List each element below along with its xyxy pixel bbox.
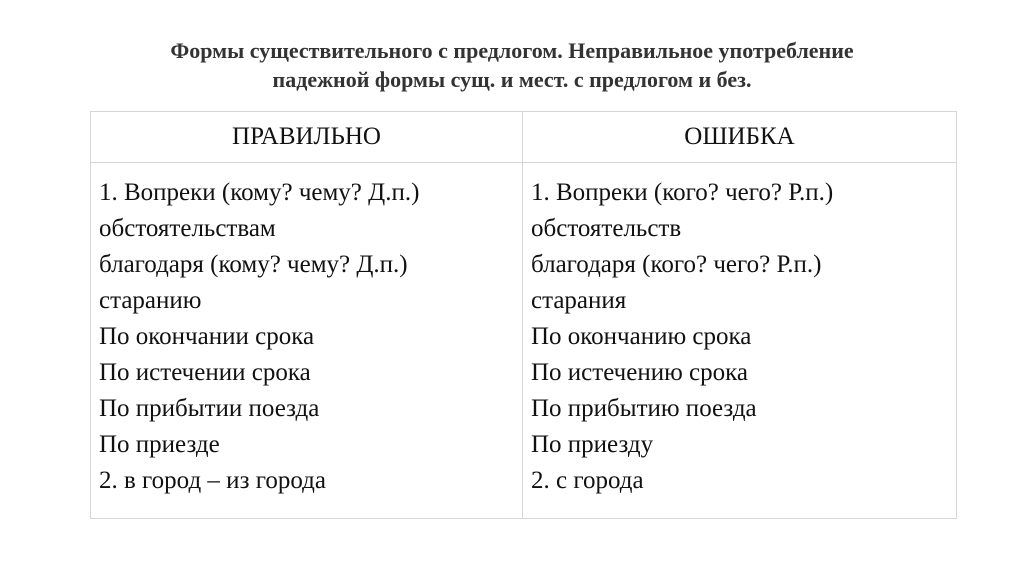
correct-line: 2. в город – из города: [99, 467, 326, 494]
table-header-row: [91, 112, 957, 163]
correct-line: старанию: [99, 287, 202, 314]
slide-title-line-1: Формы существительного с предлогом. Неправильное употребление: [170, 38, 854, 63]
slide-title: [40, 36, 984, 94]
correct-line: По окончании срока: [99, 323, 315, 350]
error-column: [523, 163, 957, 519]
correct-line: благодаря (кому? чему? Д.п.): [99, 251, 408, 278]
correct-line: По истечении срока: [99, 359, 311, 386]
slide-title-line-2: падежной формы сущ. и мест. с предлогом и без.: [272, 67, 752, 92]
table-body-row: [91, 163, 957, 519]
correct-line: По приезде: [99, 431, 220, 458]
error-line: старания: [531, 287, 627, 314]
correct-line: обстоятельствам: [99, 215, 276, 242]
header-correct: ПРАВИЛЬНО: [91, 112, 523, 163]
header-error: ОШИБКА: [523, 112, 957, 163]
error-line: По прибытию поезда: [531, 395, 757, 422]
correct-line: По прибытии поезда: [99, 395, 320, 422]
error-line: По приезду: [531, 431, 654, 458]
error-line: 1. Вопреки (кого? чего? Р.п.): [531, 179, 834, 206]
error-line: По окончанию срока: [531, 323, 752, 350]
error-line: 2. с города: [531, 467, 644, 494]
correct-line: 1. Вопреки (кому? чему? Д.п.): [99, 179, 420, 206]
error-line: По истечению срока: [531, 359, 748, 386]
correct-column: [91, 163, 523, 519]
error-line: благодаря (кого? чего? Р.п.): [531, 251, 822, 278]
comparison-table: [90, 111, 957, 519]
error-line: обстоятельств: [531, 215, 682, 242]
